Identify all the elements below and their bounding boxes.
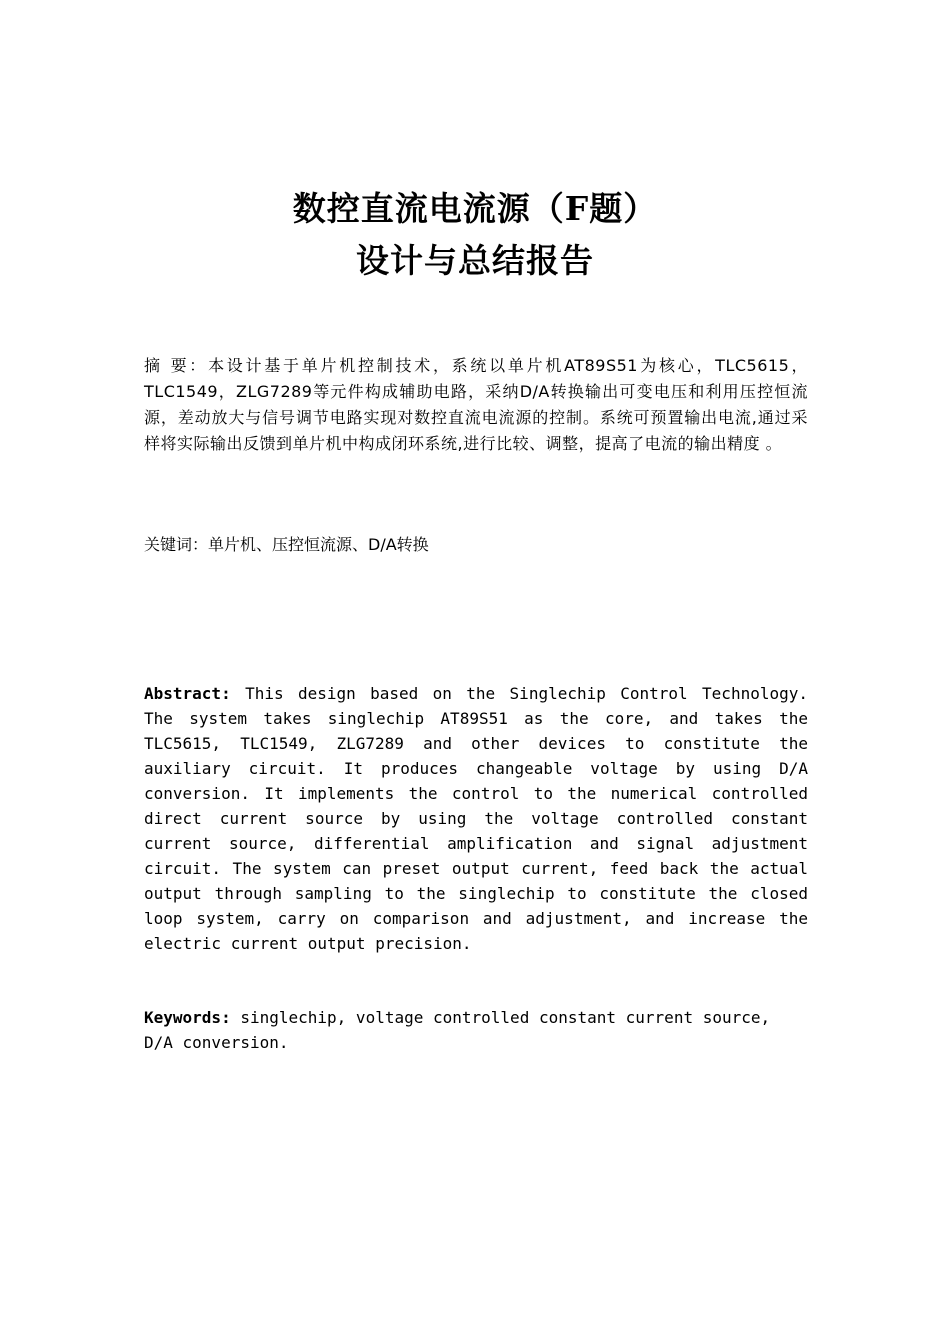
english-abstract-text: This design based on the Singlechip Control Technology. The system takes singlechip AT89S51 as the core, and takes the TLC5615, TLC1549, ZLG7289 and other devices to constitute the auxiliary circuit. It produces changeable voltage by using D/A conversion. It implements the control to the numerical controlled direct current source by using the voltage controlled constant current source, differential amplification and signal adjustment circuit. The system can preset output current, feed back the actual output through sampling to the singlechip to constitute the closed loop system, carry on comparison and adjustment, and increase the electric current output precision.	[144, 684, 808, 953]
chinese-abstract	[144, 353, 808, 457]
english-keywords-text: singlechip, voltage controlled constant current source, D/A conversion.	[144, 1008, 771, 1052]
chinese-keywords	[144, 532, 808, 558]
english-abstract-label: Abstract:	[144, 684, 231, 703]
chinese-abstract-label: 摘 要：	[144, 356, 209, 375]
chinese-abstract-text: 本设计基于单片机控制技术，系统以单片机AT89S51为核心，TLC5615，TLC1549，ZLG7289等元件构成辅助电路，采纳D/A转换输出可变电压和利用压控恒流源，差动放大与信号调节电路实现对数控直流电流源的控制。系统可预置输出电流,通过采样将实际输出反馈到单片机中构成闭环系统,进行比较、调整，提高了电流的输出精度 。	[144, 356, 809, 453]
chinese-keywords-text: 单片机、压控恒流源、D/A转换	[208, 535, 429, 554]
english-abstract	[144, 681, 808, 956]
english-keywords-label: Keywords:	[144, 1008, 231, 1027]
english-keywords	[144, 1005, 808, 1055]
report-title	[0, 183, 950, 287]
chinese-keywords-label: 关键词：	[144, 535, 209, 554]
title-line-1: 数控直流电流源（F题）	[292, 189, 658, 228]
title-line-2: 设计与总结报告	[356, 241, 594, 280]
